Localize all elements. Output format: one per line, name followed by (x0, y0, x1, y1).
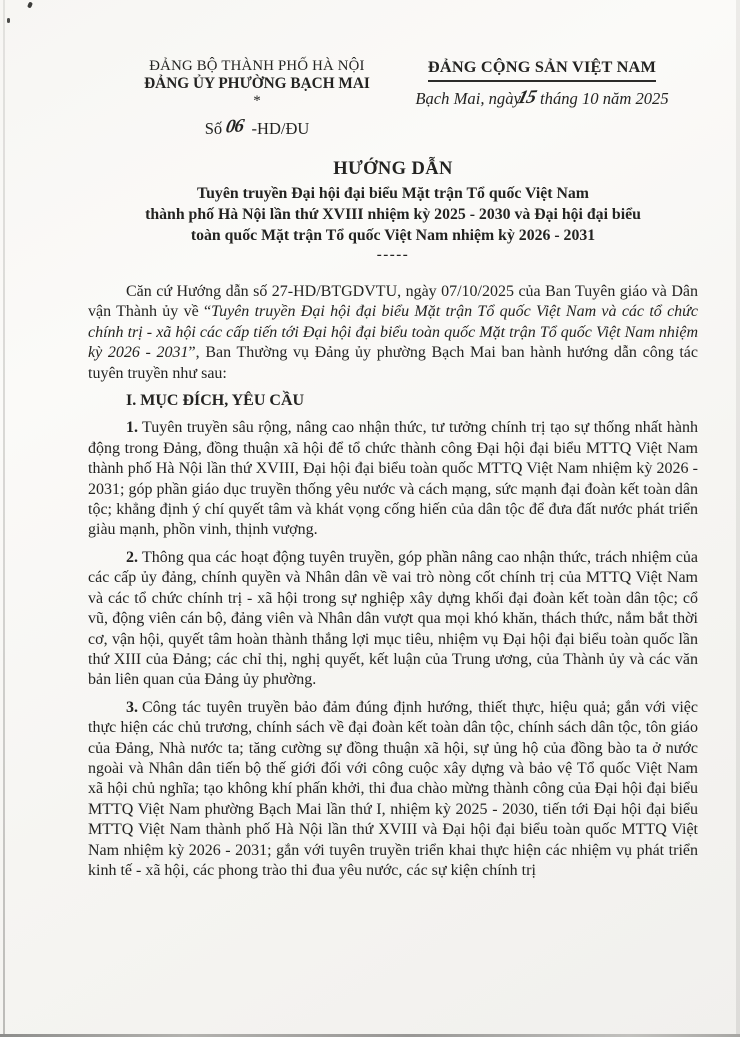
place-date-line (388, 88, 696, 110)
date-suffix: tháng 10 năm 2025 (540, 89, 669, 108)
scan-right-edge-line (736, 0, 740, 1037)
intro-quoted-italic: Tuyên truyền Đại hội đại biểu Mặt trận Tổ quốc Việt Nam và các tổ chức chính trị - xã hội các cấp tiến tới Đại hội đại biểu toàn quốc Mặt trận Tổ quốc Việt Nam nhiệm kỳ 2026 - 2031 (88, 303, 698, 362)
paragraph-text: Thông qua các hoạt động tuyên truyền, góp phần nâng cao nhận thức, trách nhiệm của các cấp ủy đảng, chính quyền và Nhân dân về vai trò nòng cốt chính trị của MTTQ Việt Nam và các tổ chức chính trị - xã hội trong sự nghiệp xây dựng khối đại đoàn kết toàn dân tộc; cổ vũ, động viên cán bộ, đảng viên và Nhân dân vượt qua mọi khó khăn, thách thức, nắm bắt thời cơ, vận hội, quyết tâm hoàn thành thắng lợi mục tiêu, nhiệm vụ Đại hội đại biểu toàn quốc lần thứ XIII của Đảng; các chỉ thị, nghị quyết, kết luận của Trung ương, của Thành ủy và các văn bản liên quan của Đảng ủy phường. (88, 548, 698, 689)
handwritten-day: 15 (515, 86, 538, 109)
numbered-paragraph-2 (88, 548, 698, 691)
subtitle-line-2: thành phố Hà Nội lần thứ XVIII nhiệm kỳ 2025 - 2030 và Đại hội đại biểu (145, 205, 641, 223)
intro-normal-1: Căn cứ Hướng dẫn số 27-HD/BTGDVTU, ngày 07/10/2025 của Ban Tuyên giáo và Dân vận Thành ủy về “ (88, 283, 698, 321)
intro-paragraph (88, 282, 698, 384)
issuing-authority-block (124, 57, 390, 140)
subtitle-line-3: toàn quốc Mặt trận Tổ quốc Việt Nam nhiệm kỳ 2026 - 2031 (190, 226, 596, 244)
document-type-title: HƯỚNG DẪN (333, 159, 453, 179)
numbered-paragraph-1 (88, 418, 698, 540)
date-prefix: Bạch Mai, ngày (415, 89, 521, 108)
paragraph-text: Tuyên truyền sâu rộng, nâng cao nhận thức, tư tưởng chính trị tạo sự thống nhất hành động trong Đảng, đồng thuận xã hội để tổ chức thành công Đại hội đại biểu MTTQ Việt Nam thành phố Hà Nội lần thứ XVIII, Đại hội đại biểu toàn quốc MTTQ Việt Nam nhiệm kỳ 2026 - 2031; góp phần giáo dục truyền thống yêu nước và cách mạng, sức mạnh đại đoàn kết toàn dân tộc; khẳng định ý chí quyết tâm và khát vọng cống hiến của dân tộc để đưa đất nước phát triển giàu mạnh, phồn vinh, thịnh vượng. (88, 419, 698, 539)
communist-party-title: ĐẢNG CỘNG SẢN VIỆT NAM (428, 57, 656, 82)
document-number-prefix: Số (204, 118, 223, 138)
paragraph-number: 1. (126, 419, 138, 437)
section-1-heading: I. MỤC ĐÍCH, YÊU CẦU (126, 392, 305, 410)
paragraph-number: 3. (126, 698, 138, 716)
document-number-suffix: -HD/ĐU (251, 118, 310, 138)
staple-mark-speck (7, 18, 10, 23)
handwritten-document-number: 06 (224, 115, 245, 138)
document-body (88, 282, 698, 888)
intro-normal-2: ”, Ban Thường vụ Đảng ủy phường Bạch Mai ban hành hướng dẫn công tác tuyên truyền như sau: (88, 344, 699, 382)
document-subtitle (88, 184, 698, 246)
party-committee-city-line: ĐẢNG BỘ THÀNH PHỐ HÀ NỘI (149, 58, 365, 74)
staple-mark-speck (27, 1, 33, 8)
scan-left-edge-line (3, 0, 5, 1037)
national-header-block (388, 57, 696, 110)
document-title-block (88, 159, 698, 264)
numbered-paragraph-3 (88, 698, 698, 882)
separator-star: * (253, 92, 261, 109)
subtitle-line-1: Tuyên truyền Đại hội đại biểu Mặt trận Tổ quốc Việt Nam (197, 185, 589, 202)
paragraph-number: 2. (126, 548, 138, 566)
title-separator-dashes: ----- (376, 247, 410, 264)
document-number-line (124, 117, 390, 140)
party-committee-ward-line: ĐẢNG ỦY PHƯỜNG BẠCH MAI (144, 75, 370, 93)
paragraph-text: Công tác tuyên truyền bảo đảm đúng định hướng, thiết thực, hiệu quả; gắn với việc thực hiện các chủ trương, chính sách về đại đoàn kết toàn dân tộc, chính sách dân tộc, tôn giáo của Đảng, Nhà nước ta; tăng cường sự đồng thuận xã hội, sự ủng hộ của đồng bào ta ở nước ngoài và Nhân dân tiến bộ thế giới đối với công cuộc xây dựng và bảo vệ Tổ quốc Việt Nam xã hội chủ nghĩa; tạo không khí phấn khởi, thi đua chào mừng thành công của Đại hội đại biểu MTTQ Việt Nam phường Bạch Mai lần thứ I, nhiệm kỳ 2025 - 2030, tiến tới Đại hội đại biểu MTTQ Việt Nam thành phố Hà Nội lần thứ XVIII và Đại hội đại biểu toàn quốc MTTQ Việt Nam nhiệm kỳ 2026 - 2031; gắn với tuyên truyền triển khai thực hiện các nhiệm vụ phát triển kinh tế - xã hội, các phong trào thi đua yêu nước, các sự kiện chính trị (88, 698, 698, 879)
